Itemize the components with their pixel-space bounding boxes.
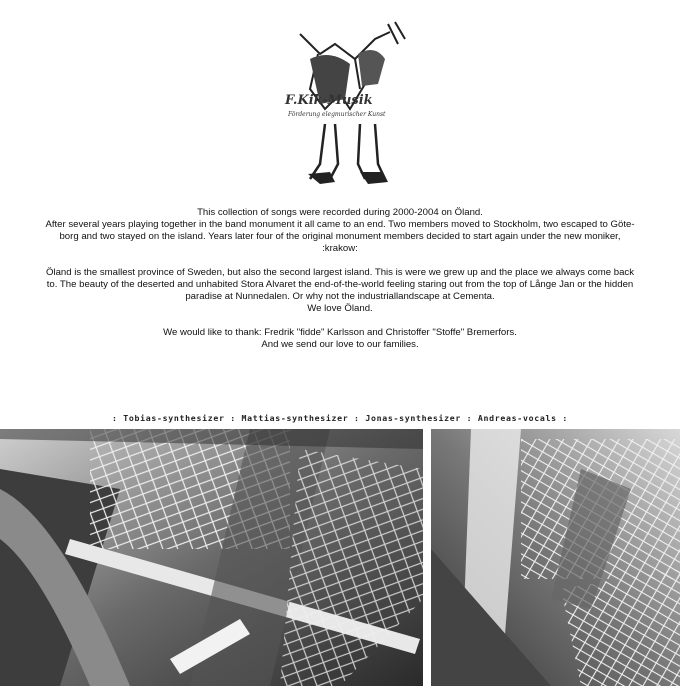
intro-line: borg and two stayed on the island. Years later four of the original monument members decided to start again under the new moniker, xyxy=(59,231,621,242)
oland-line: to. The beauty of the deserted and unhabited Stora Alvaret the end-of-the-world feeling staring out from the top of Långe Jan or the hidden xyxy=(46,279,634,290)
liner-notes xyxy=(0,207,680,351)
stamp-logo-subtitle: Förderung elegmurischer Kunst xyxy=(288,111,386,118)
oland-line: paradise at Nunnedalen. Or why not the industriallandscape at Cementa. xyxy=(185,291,495,302)
industrial-photo-left xyxy=(0,429,423,686)
stamp-figure-illustration xyxy=(280,14,410,184)
stamp-logo xyxy=(280,14,410,184)
oland-line: Öland is the smallest province of Sweden, but also the second largest island. This is were we grew up and the place we always come back xyxy=(45,267,634,278)
intro-line: This collection of songs were recorded during 2000-2004 on Öland. xyxy=(197,207,483,218)
oland-paragraph xyxy=(0,267,680,315)
thanks-line: And we send our love to our families. xyxy=(261,339,419,350)
stamp-logo-name: F.Kik-Musik xyxy=(285,93,373,108)
thanks-paragraph xyxy=(0,327,680,351)
intro-line: After several years playing together in the band monument it all came to an end. Two members moved to Stockholm, two escaped to Göte- xyxy=(45,219,635,230)
industrial-photo-right xyxy=(431,429,680,686)
band-members-line: : Tobias-synthesizer : Mattias-synthesizer : Jonas-synthesizer : Andreas-vocals : xyxy=(112,413,568,423)
intro-line: :krakow: xyxy=(322,243,358,254)
oland-line: We love Öland. xyxy=(307,303,373,314)
intro-paragraph xyxy=(0,207,680,255)
thanks-line: We would like to thank: Fredrik "fidde" Karlsson and Christoffer "Stoffe" Bremerfors. xyxy=(163,327,517,338)
